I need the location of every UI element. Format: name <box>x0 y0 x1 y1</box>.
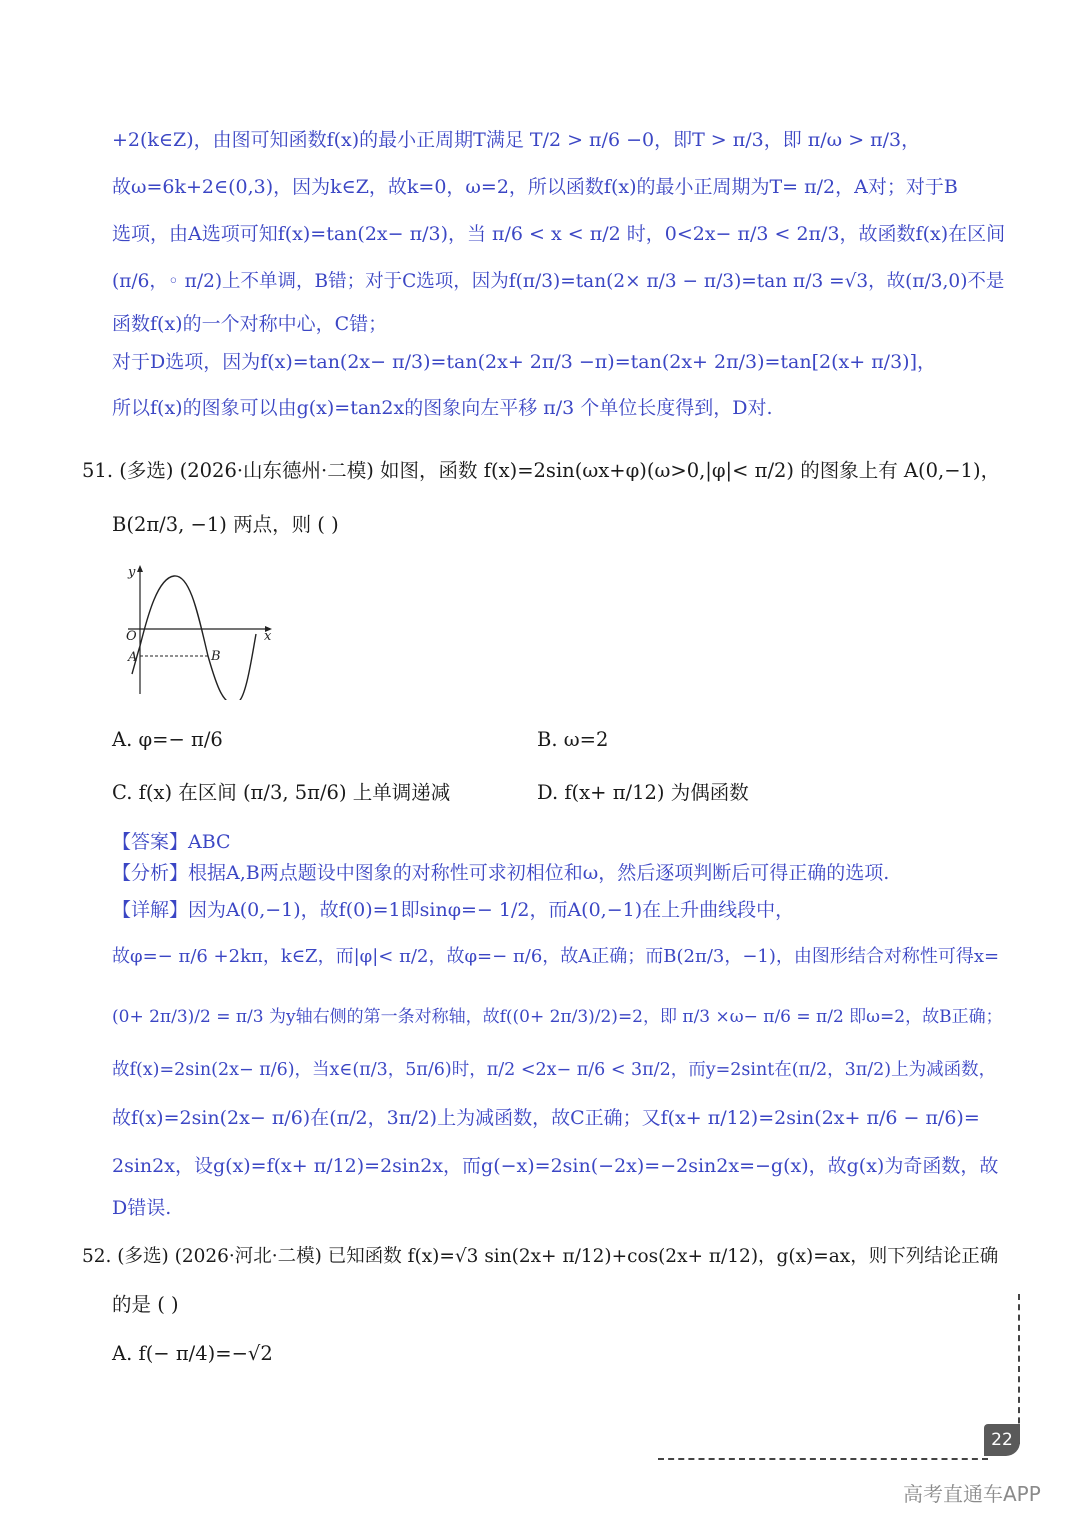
solution-line-6: 对于D选项，因为f(x)=tan(2x− π/3)=tan(2x+ 2π/3 −π)=tan(2x+ 2π/3)=tan[2(x+ π/3)]， <box>112 351 936 373</box>
point-b-label: B <box>211 649 221 664</box>
solution-line-4: (π/6，◦ π/2)上不单调，B错；对于C选项，因为f(π/3)=tan(2× π/3 − π/3)=tan π/3 =√3，故(π/3,0)不是 <box>112 271 1005 292</box>
watermark: 高考直通车APP <box>903 1482 1041 1506</box>
sine-curve <box>132 576 256 700</box>
point-a-label: A <box>128 650 138 665</box>
origin-label: O <box>126 629 137 644</box>
q51-option-a: A. φ=− π/6 <box>112 728 223 751</box>
solution-line-2: 故ω=6k+2∈(0,3)，因为k∈Z，故k=0，ω=2，所以函数f(x)的最小正周期为T= π/2，A对；对于B <box>112 176 958 198</box>
solution-line-1: +2(k∈Z)，由图可知函数f(x)的最小正周期T满足 T/2 > π/6 −0，即T > π/3，即 π/ω > π/3， <box>112 129 921 151</box>
q51-stem-line-2: B(2π/3, −1) 两点，则 ( ) <box>112 513 339 536</box>
q51-option-d: D. f(x+ π/12) 为偶函数 <box>537 781 749 804</box>
q51-detail-line-4: 故f(x)=2sin(2x− π/6)，当x∈(π/3，5π/6)时，π/2 <2x− π/6 < 3π/2，而y=2sint在(π/2，3π/2)上为减函数， <box>112 1060 997 1080</box>
q52-stem-line-2: 的是 ( ) <box>112 1293 179 1316</box>
solution-line-3: 选项，由A选项可知f(x)=tan(2x− π/3)，当 π/6 < x < π/2 时，0<2x− π/3 < 2π/3，故函数f(x)在区间 <box>112 223 1006 245</box>
page-number: 22 <box>984 1424 1020 1456</box>
page-border-horizontal <box>658 1458 988 1460</box>
q51-detail-line-2: 故φ=− π/6 +2kπ，k∈Z，而|φ|< π/2，故φ=− π/6，故A正确；而B(2π/3，−1)，由图形结合对称性可得x= <box>112 946 1000 967</box>
function-graph <box>122 560 282 700</box>
q52-stem-line-1: 52. (多选) (2026·河北·二模) 已知函数 f(x)=√3 sin(2x+ π/12)+cos(2x+ π/12)，g(x)=ax，则下列结论正确 <box>82 1246 999 1267</box>
q51-option-c: C. f(x) 在区间 (π/3, 5π/6) 上单调递减 <box>112 781 451 804</box>
q51-detail-line-6: 2sin2x，设g(x)=f(x+ π/12)=2sin2x，而g(−x)=2sin(−2x)=−2sin2x=−g(x)，故g(x)为奇函数，故 <box>112 1155 999 1177</box>
y-axis-arrow <box>137 565 143 572</box>
y-axis-label: y <box>128 565 136 580</box>
solution-line-7: 所以f(x)的图象可以由g(x)=tan2x的图象向左平移 π/3 个单位长度得到，D对. <box>112 397 773 419</box>
q51-detail-line-1: 【详解】因为A(0,−1)，故f(0)=1即sinφ=− 1/2，而A(0,−1)在上升曲线段中， <box>112 899 795 921</box>
q51-detail-line-5: 故f(x)=2sin(2x− π/6)在(π/2，3π/2)上为减函数，故C正确；又f(x+ π/12)=2sin(2x+ π/6 − π/6)= <box>112 1107 980 1129</box>
x-axis-label: x <box>264 629 272 644</box>
q51-answer: 【答案】ABC <box>112 831 231 853</box>
q51-detail-line-3: (0+ 2π/3)/2 = π/3 为y轴右侧的第一条对称轴，故f((0+ 2π/3)/2)=2，即 π/3 ×ω− π/6 = π/2 即ω=2，故B正确； <box>112 1007 1003 1027</box>
page-border-vertical <box>1018 1294 1020 1444</box>
q51-option-b: B. ω=2 <box>537 728 609 751</box>
q51-analysis: 【分析】根据A,B两点题设中图象的对称性可求初相位和ω，然后逐项判断后可得正确的选项. <box>112 862 890 884</box>
q51-stem-line-1: 51. (多选) (2026·山东德州·二模) 如图，函数 f(x)=2sin(ωx+φ)(ω>0,|φ|< π/2) 的图象上有 A(0,−1)， <box>82 459 1001 482</box>
solution-line-5: 函数f(x)的一个对称中心，C错； <box>112 313 388 335</box>
q52-option-a: A. f(− π/4)=−√2 <box>112 1342 273 1365</box>
q51-detail-line-7: D错误. <box>112 1197 172 1219</box>
